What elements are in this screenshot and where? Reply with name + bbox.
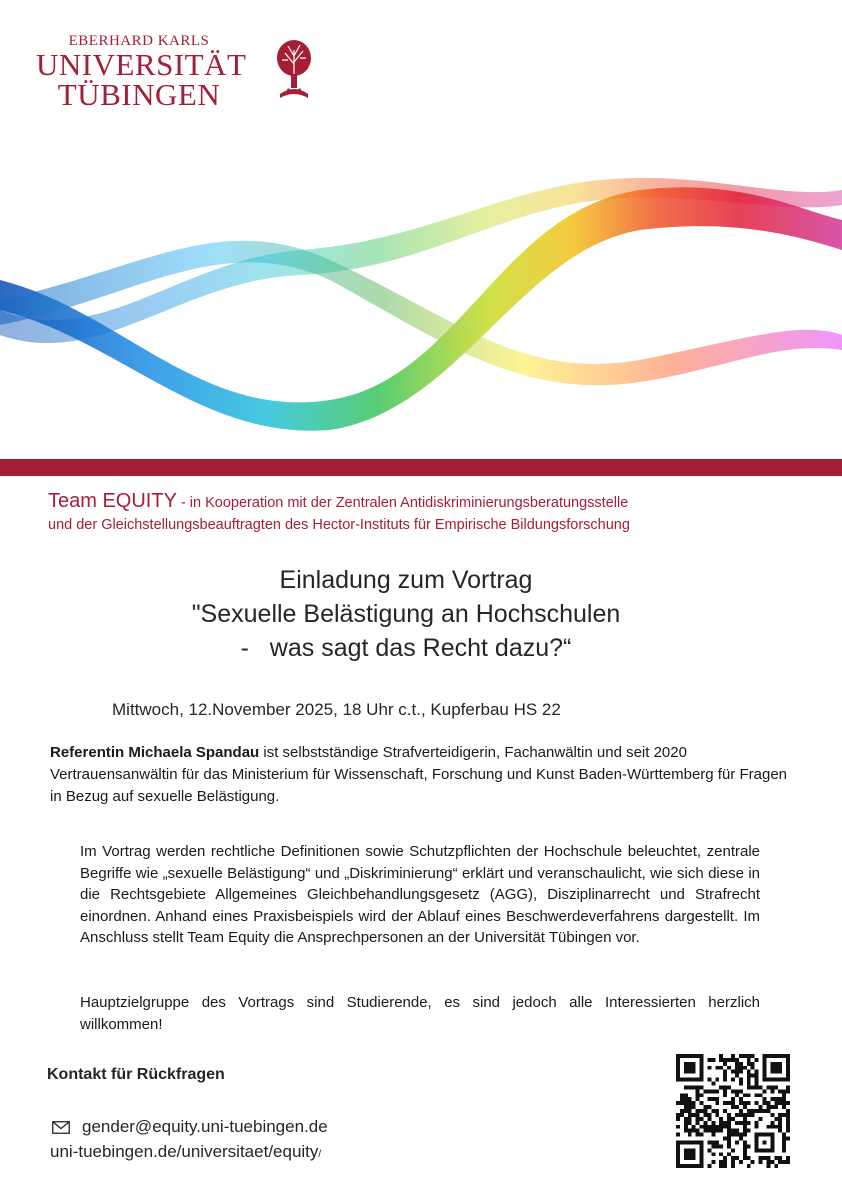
tree-seal-icon <box>274 36 314 102</box>
contact-email-row <box>52 1117 328 1137</box>
contact-heading: Kontakt für Rückfragen <box>47 1066 225 1083</box>
title-line-2: "Sexuelle Belästigung an Hochschulen <box>191 600 621 628</box>
speaker-bio <box>50 742 800 808</box>
speaker-bio-text: ist selbstständige Strafverteidigerin, Fachanwältin und seit 2020 Vertrauensanwältin für das Ministerium für Wissenschaft, Forschung und Kunst Baden-Württemberg für Fragen in Bezug auf sexuelle Belästigung. <box>50 744 787 805</box>
team-equity-label: Team EQUITY <box>48 490 177 512</box>
contact-url-tail: / <box>318 1149 322 1160</box>
cooperation-header <box>48 490 808 536</box>
title-line-3: - was sagt das Recht dazu?“ <box>240 634 572 662</box>
divider-bar <box>0 459 842 476</box>
cooperation-line-2: und der Gleichstellungsbeauftragten des Hector-Instituts für Empirische Bildungsforschung <box>48 517 630 533</box>
event-title <box>0 563 812 665</box>
logo-line-tuebingen: TÜBINGEN <box>57 77 221 112</box>
contact-url-link[interactable]: uni-tuebingen.de/universitaet/equity <box>50 1142 319 1161</box>
contact-email-link[interactable]: gender@equity.uni-tuebingen.de <box>82 1117 328 1136</box>
cooperation-line-1 <box>48 490 808 514</box>
rainbow-wave-graphic <box>0 150 842 450</box>
logo-wordmark <box>36 32 247 112</box>
speaker-name: Referentin Michaela Spandau <box>50 744 260 761</box>
qr-code-icon <box>676 1054 790 1168</box>
logo-line-eberhard-karls: EBERHARD KARLS <box>68 33 210 49</box>
university-logo <box>36 32 336 112</box>
cooperation-line-1-rest: - in Kooperation mit der Zentralen Antidiskriminierungsberatungsstelle <box>176 495 629 511</box>
talk-abstract: Im Vortrag werden rechtliche Definitionen sowie Schutzpflichten der Hochschule beleuchtet, zentrale Begriffe wie „sexuelle Belästigung“ und „Diskriminierung“ erklärt und veranschaulicht, wie sich diese in die Rechtsgebiete Allgemeines Gleichbehandlungsgesetz (AGG), Disziplinarrecht und Strafrecht einordnen. Anhand eines Praxisbeispiels wird der Ablauf eines Beschwerdeverfahrens dargestellt. Im Anschluss stellt Team Equity die Ansprechpersonen an der Universität Tübingen vor. <box>80 843 760 947</box>
logo-line-universitaet: UNIVERSITÄT <box>36 47 247 82</box>
envelope-icon <box>52 1121 70 1134</box>
target-audience: Hauptzielgruppe des Vortrags sind Studierende, es sind jedoch alle Interessierten herzlich willkommen! <box>80 994 760 1033</box>
contact-url-row <box>50 1142 321 1162</box>
event-date-location: Mittwoch, 12.November 2025, 18 Uhr c.t., Kupferbau HS 22 <box>112 700 561 719</box>
title-line-1: Einladung zum Vortrag <box>279 566 533 594</box>
